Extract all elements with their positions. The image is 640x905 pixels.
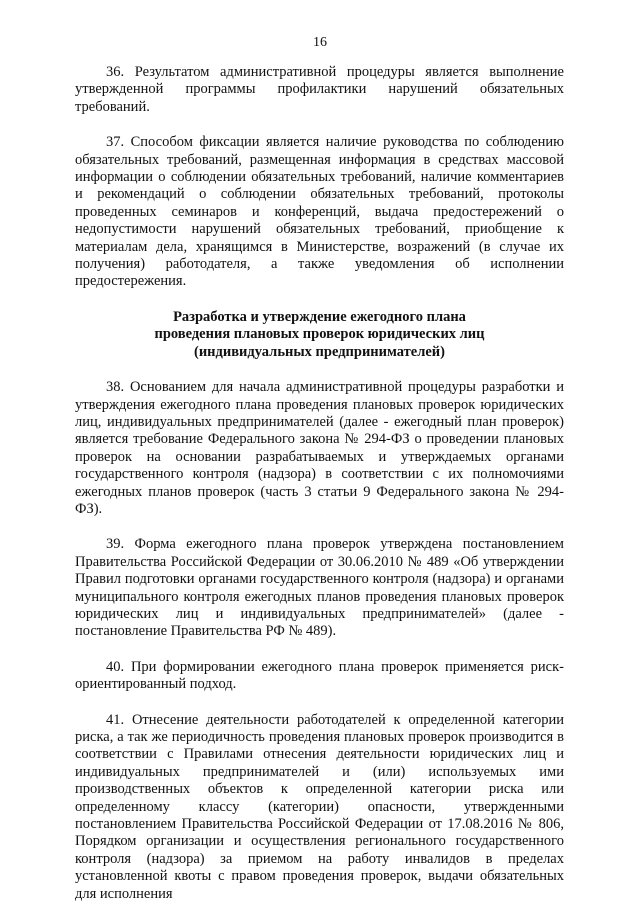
section-heading-line-1: Разработка и утверждение ежегодного плана bbox=[173, 308, 466, 325]
document-body bbox=[75, 64, 564, 903]
section-heading bbox=[75, 309, 564, 361]
paragraph-38: 38. Основанием для начала административной процедуры разработки и утверждения ежегодного плана проведения плановых проверок юридических лиц, индивидуальных предпринимателей (далее - ежегодный план проверок) является требование Федерального закона № 294-ФЗ о проведении плановых проверок на основании разрабатываемых и утверждаемых органами государственного контроля (надзора) в соответствии с их полномочиями ежегодных планов проверок (часть 3 статьи 9 Федерального закона № 294-ФЗ). bbox=[75, 379, 564, 517]
section-heading-line-2: проведения плановых проверок юридических лиц bbox=[154, 326, 485, 343]
page-number: 16 bbox=[313, 35, 327, 50]
spacer bbox=[75, 518, 564, 536]
paragraph-37: 37. Способом фиксации является наличие руководства по соблюдению обязательных требований, размещенная информация в средствах массовой информации о соблюдении обязательных требований, наличие комментариев и рекомендаций о соблюдении обязательных требований, протоколы проведенных семинаров и конференций, выдача предостережений о недопустимости нарушений обязательных требований, приобщение к материалам дела, хранящимся в Министерстве, возражений (в случае их получения) работодателя, а также уведомления об исполнении предостережения. bbox=[75, 134, 564, 290]
spacer bbox=[75, 291, 564, 309]
spacer bbox=[75, 694, 564, 712]
paragraph-39: 39. Форма ежегодного плана проверок утверждена постановлением Правительства Российской Федерации от 30.06.2010 № 489 «Об утверждении Правил подготовки органами государственного контроля (надзора) и органами муниципального контроля ежегодных планов проведения плановых проверок юридических лиц и индивидуальных предпринимателей» (далее - постановление Правительства РФ № 489). bbox=[75, 536, 564, 640]
section-heading-line-3: (индивидуальных предпринимателей) bbox=[194, 343, 445, 360]
paragraph-41: 41. Отнесение деятельности работодателей к определенной категории риска, а так же периодичность проведения плановых проверок производится в соответствии с Правилами отнесения деятельности юридических лиц и индивидуальных предпринимателей и (или) используемых ими производственных объектов к определенной категории риска или определенному классу (категории) опасности, утвержденными постановлением Правительства Российской Федерации от 17.08.2016 № 806, Порядком организации и осуществления регионального государственного контроля (надзора) за приемом на работу инвалидов в пределах установленной квоты с правом проведения проверок, выдачи обязательных для исполнения bbox=[75, 711, 564, 902]
paragraph-40: 40. При формировании ежегодного плана проверок применяется риск-ориентированный подход. bbox=[75, 658, 564, 693]
paragraph-36: 36. Результатом административной процедуры является выполнение утвержденной программы профилактики нарушений обязательных требований. bbox=[75, 64, 564, 115]
spacer bbox=[75, 641, 564, 659]
spacer bbox=[75, 361, 564, 379]
spacer bbox=[75, 116, 564, 134]
